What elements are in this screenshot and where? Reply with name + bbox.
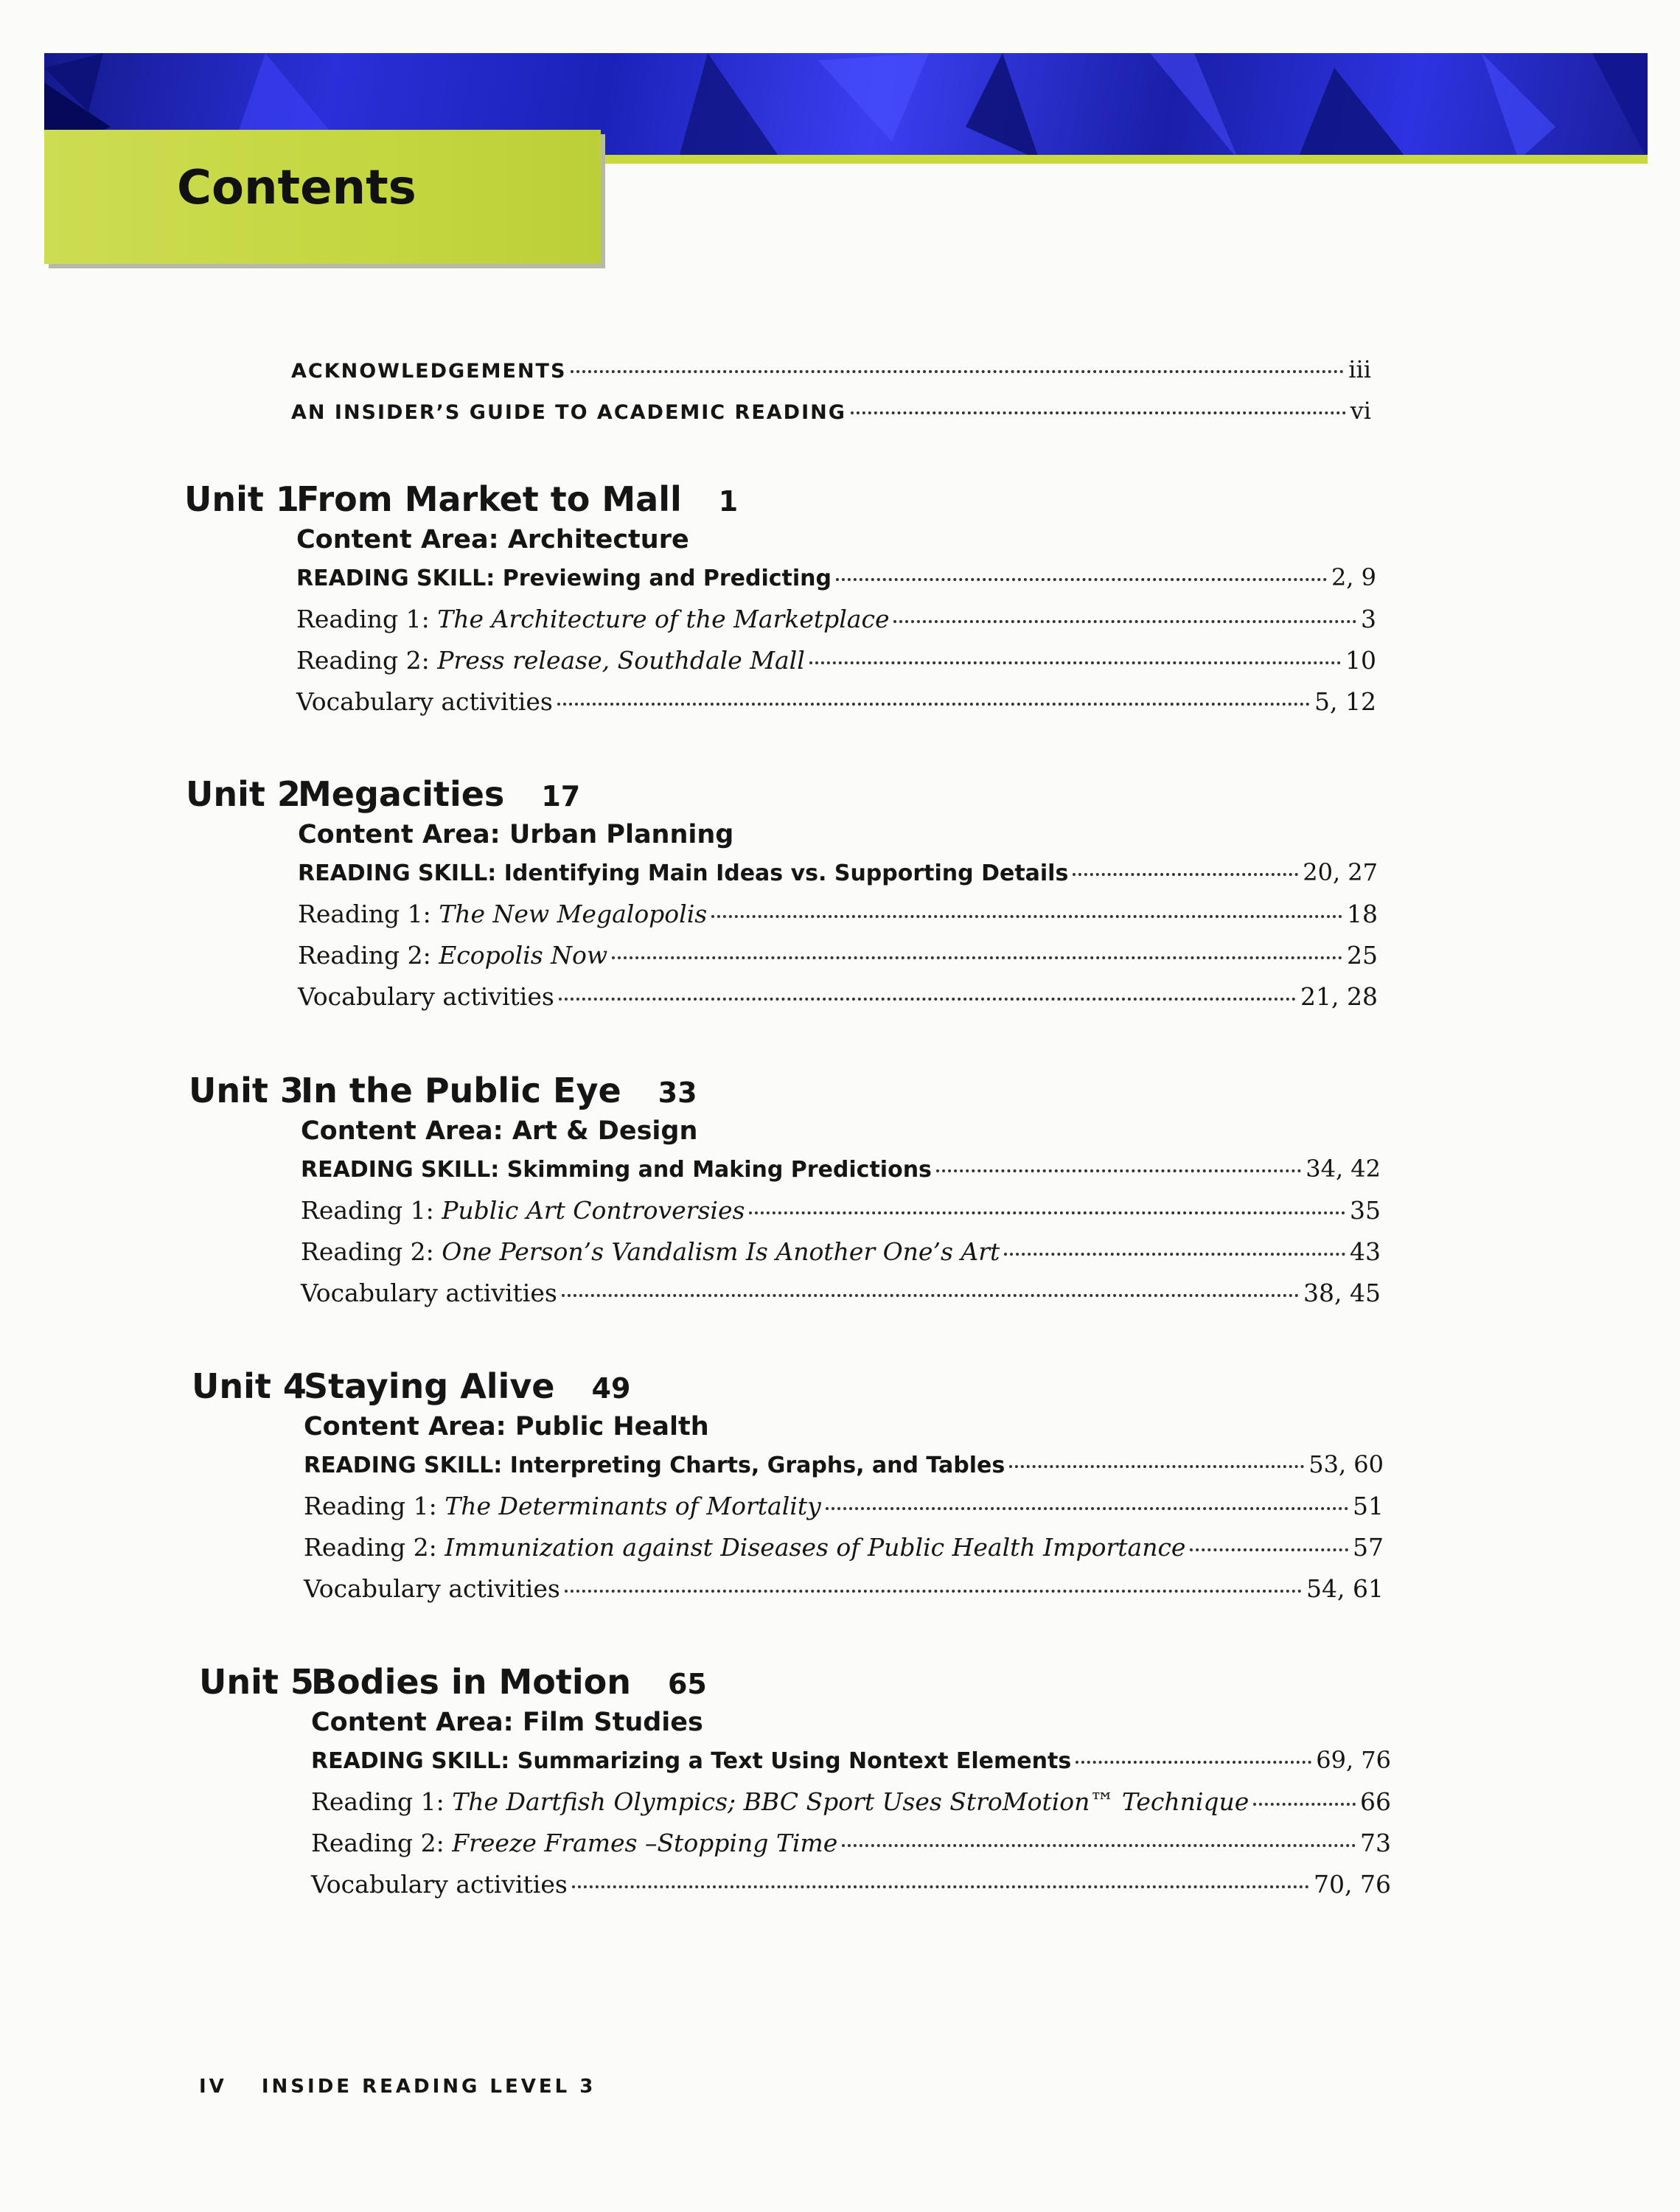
unit-entries [296, 525, 1376, 728]
content-area: Content Area: Film Studies [311, 1708, 703, 1737]
toc-entry-reading-2[interactable] [298, 941, 1378, 982]
reading-prefix: Reading 2: [311, 1829, 445, 1857]
dot-leader [936, 1169, 1301, 1172]
reading-prefix: Reading 1: [301, 1196, 434, 1225]
unit-number: Unit 4 [192, 1366, 307, 1406]
reading-prefix: Reading 2: [301, 1237, 434, 1266]
reading-title: The New Megalopolis [439, 900, 708, 928]
reading-title: Ecopolis Now [439, 941, 608, 970]
toc-entry-vocabulary[interactable] [311, 1870, 1391, 1911]
unit-number: Unit 2 [186, 774, 301, 814]
reading-title: Freeze Frames –Stopping Time [452, 1829, 838, 1857]
title-box [44, 130, 601, 264]
unit-page: 17 [541, 780, 581, 813]
dot-leader [559, 998, 1296, 1001]
front-matter-list [291, 355, 1371, 438]
banner-stripe [597, 155, 1648, 164]
toc-entry-pages: vi [1350, 397, 1371, 425]
unit-entries [311, 1708, 1391, 1911]
unit-heading[interactable] [189, 1071, 1381, 1110]
toc-entry-pages: 21, 28 [1300, 982, 1378, 1011]
dot-leader [612, 956, 1342, 959]
reading-prefix: Reading 2: [304, 1533, 437, 1562]
footer-book-title: INSIDE READING LEVEL 3 [261, 2076, 596, 2098]
unit-number: Unit 3 [189, 1071, 304, 1110]
dot-leader [557, 703, 1310, 706]
unit-heading[interactable] [199, 1662, 1391, 1702]
unit-page: 1 [718, 485, 739, 518]
dot-leader [572, 1885, 1309, 1888]
unit-number: Unit 1 [184, 479, 299, 519]
unit-page: 33 [658, 1077, 697, 1109]
toc-entry-pages: 66 [1360, 1787, 1391, 1816]
unit-title: Bodies in Motion [311, 1662, 631, 1702]
dot-leader [1076, 1761, 1311, 1764]
toc-entry-reading-2[interactable] [301, 1237, 1381, 1279]
unit-entries [298, 820, 1378, 1023]
unit-heading[interactable] [184, 479, 1376, 519]
skill-prefix: READING SKILL: [304, 1453, 503, 1478]
dot-leader [571, 370, 1344, 373]
toc-entry-pages: 69, 76 [1316, 1746, 1391, 1774]
unit-5-section [199, 1662, 1391, 1911]
reading-title: Press release, Southdale Mall [437, 646, 805, 675]
toc-entry-vocabulary[interactable] [296, 687, 1376, 728]
toc-entry-vocabulary[interactable] [304, 1574, 1384, 1615]
skill-prefix: READING SKILL: [296, 566, 495, 591]
dot-leader [842, 1844, 1356, 1847]
toc-entry-vocabulary[interactable] [301, 1279, 1381, 1320]
unit-title: From Market to Mall [296, 479, 682, 519]
unit-page: 49 [591, 1372, 631, 1405]
dot-leader [893, 620, 1356, 623]
vocab-label: Vocabulary activities [296, 687, 553, 716]
skill-title: Skimming and Making Predictions [506, 1157, 932, 1183]
unit-heading[interactable] [186, 774, 1378, 814]
reading-title: One Person’s Vandalism Is Another One’s Art [442, 1237, 1000, 1266]
skill-title: Interpreting Charts, Graphs, and Tables [509, 1453, 1005, 1478]
toc-entry-pages: 34, 42 [1306, 1155, 1381, 1183]
vocab-label: Vocabulary activities [311, 1870, 568, 1899]
page-footer [199, 2076, 596, 2098]
content-area: Content Area: Architecture [296, 525, 689, 554]
toc-entry-pages: 25 [1347, 941, 1378, 970]
toc-entry-reading-skill[interactable] [311, 1746, 1391, 1787]
dot-leader [826, 1507, 1348, 1510]
toc-entry-pages: 57 [1353, 1533, 1384, 1562]
reading-title: The Architecture of the Marketplace [437, 605, 890, 633]
unit-title: Staying Alive [304, 1366, 555, 1406]
page-title: Contents [177, 161, 416, 215]
dot-leader [1073, 873, 1298, 876]
vocab-label: Vocabulary activities [298, 982, 554, 1011]
reading-prefix: Reading 1: [304, 1492, 437, 1520]
dot-leader [565, 1590, 1302, 1593]
toc-entry-label: ACKNOWLEDGEMENTS [291, 360, 567, 383]
toc-entry-pages: 53, 60 [1308, 1450, 1384, 1478]
toc-entry-pages: 54, 61 [1306, 1574, 1384, 1603]
dot-leader [711, 915, 1342, 918]
toc-entry-pages: 38, 45 [1303, 1279, 1381, 1307]
dot-leader [1004, 1253, 1345, 1256]
toc-entry-pages: 18 [1347, 900, 1378, 928]
toc-entry-pages: 70, 76 [1314, 1870, 1391, 1899]
reading-prefix: Reading 1: [311, 1787, 445, 1816]
unit-page: 65 [667, 1668, 707, 1700]
skill-title: Summarizing a Text Using Nontext Elements [517, 1748, 1072, 1774]
content-area: Content Area: Urban Planning [298, 820, 734, 849]
toc-entry-reading-1[interactable] [296, 605, 1376, 646]
toc-entry-pages: 3 [1361, 605, 1376, 633]
dot-leader [1253, 1803, 1356, 1806]
dot-leader [1190, 1548, 1348, 1551]
toc-entry-reading-1[interactable] [298, 900, 1378, 941]
vocab-label: Vocabulary activities [304, 1574, 560, 1603]
skill-prefix: READING SKILL: [311, 1748, 510, 1774]
reading-prefix: Reading 2: [298, 941, 431, 970]
reading-prefix: Reading 1: [296, 605, 430, 633]
toc-entry-label: AN INSIDER’S GUIDE TO ACADEMIC READING [291, 401, 846, 424]
unit-3-section [189, 1071, 1381, 1320]
footer-page-number: IV [199, 2076, 227, 2098]
toc-entry-reading-1[interactable] [304, 1492, 1384, 1533]
unit-number: Unit 5 [199, 1662, 314, 1702]
toc-entry-pages: 51 [1353, 1492, 1384, 1520]
reading-prefix: Reading 2: [296, 646, 430, 675]
toc-entry-vocabulary[interactable] [298, 982, 1378, 1023]
unit-heading[interactable] [192, 1366, 1384, 1406]
dot-leader [1009, 1465, 1304, 1468]
reading-prefix: Reading 1: [298, 900, 431, 928]
toc-entry-pages: 20, 27 [1303, 858, 1378, 886]
toc-entry-reading-skill[interactable] [296, 563, 1376, 605]
dot-leader [836, 578, 1327, 581]
reading-title: Immunization against Diseases of Public Health Importance [445, 1533, 1186, 1562]
content-area: Content Area: Art & Design [301, 1116, 698, 1146]
vocab-label: Vocabulary activities [301, 1279, 557, 1307]
toc-entry-reading-skill[interactable] [304, 1450, 1384, 1492]
skill-title: Identifying Main Ideas vs. Supporting Details [503, 860, 1069, 886]
unit-4-section [192, 1366, 1384, 1615]
toc-entry-pages: 73 [1360, 1829, 1391, 1857]
toc-entry-reading-2[interactable] [296, 646, 1376, 687]
skill-prefix: READING SKILL: [301, 1157, 500, 1183]
toc-entry-pages: iii [1348, 355, 1371, 383]
toc-entry-pages: 35 [1350, 1196, 1381, 1225]
toc-entry-pages: 5, 12 [1314, 687, 1376, 716]
dot-leader [809, 661, 1341, 664]
toc-entry-insiders-guide[interactable] [291, 397, 1371, 438]
content-area: Content Area: Public Health [304, 1412, 709, 1441]
toc-entry-reading-skill[interactable] [301, 1155, 1381, 1196]
toc-entry-reading-2[interactable] [311, 1829, 1391, 1870]
toc-entry-pages: 2, 9 [1331, 563, 1376, 591]
toc-entry-reading-1[interactable] [311, 1787, 1391, 1829]
toc-entry-pages: 10 [1345, 646, 1376, 675]
toc-entry-reading-skill[interactable] [298, 858, 1378, 900]
dot-leader [562, 1294, 1299, 1297]
unit-1-section [184, 479, 1376, 728]
reading-title: Public Art Controversies [442, 1196, 745, 1225]
unit-2-section [186, 774, 1378, 1023]
unit-entries [304, 1412, 1384, 1615]
reading-title: The Determinants of Mortality [445, 1492, 821, 1520]
toc-entry-reading-2[interactable] [304, 1533, 1384, 1574]
unit-entries [301, 1116, 1381, 1320]
unit-title: In the Public Eye [301, 1071, 621, 1110]
skill-title: Previewing and Predicting [502, 566, 832, 591]
dot-leader [749, 1211, 1345, 1214]
skill-prefix: READING SKILL: [298, 860, 497, 886]
dot-leader [851, 411, 1346, 414]
reading-title: The Dartfish Olympics; BBC Sport Uses StroMotion™ Technique [452, 1787, 1249, 1816]
toc-entry-pages: 43 [1350, 1237, 1381, 1266]
unit-title: Megacities [298, 774, 505, 814]
toc-entry-acknowledgements[interactable] [291, 355, 1371, 397]
toc-entry-reading-1[interactable] [301, 1196, 1381, 1237]
